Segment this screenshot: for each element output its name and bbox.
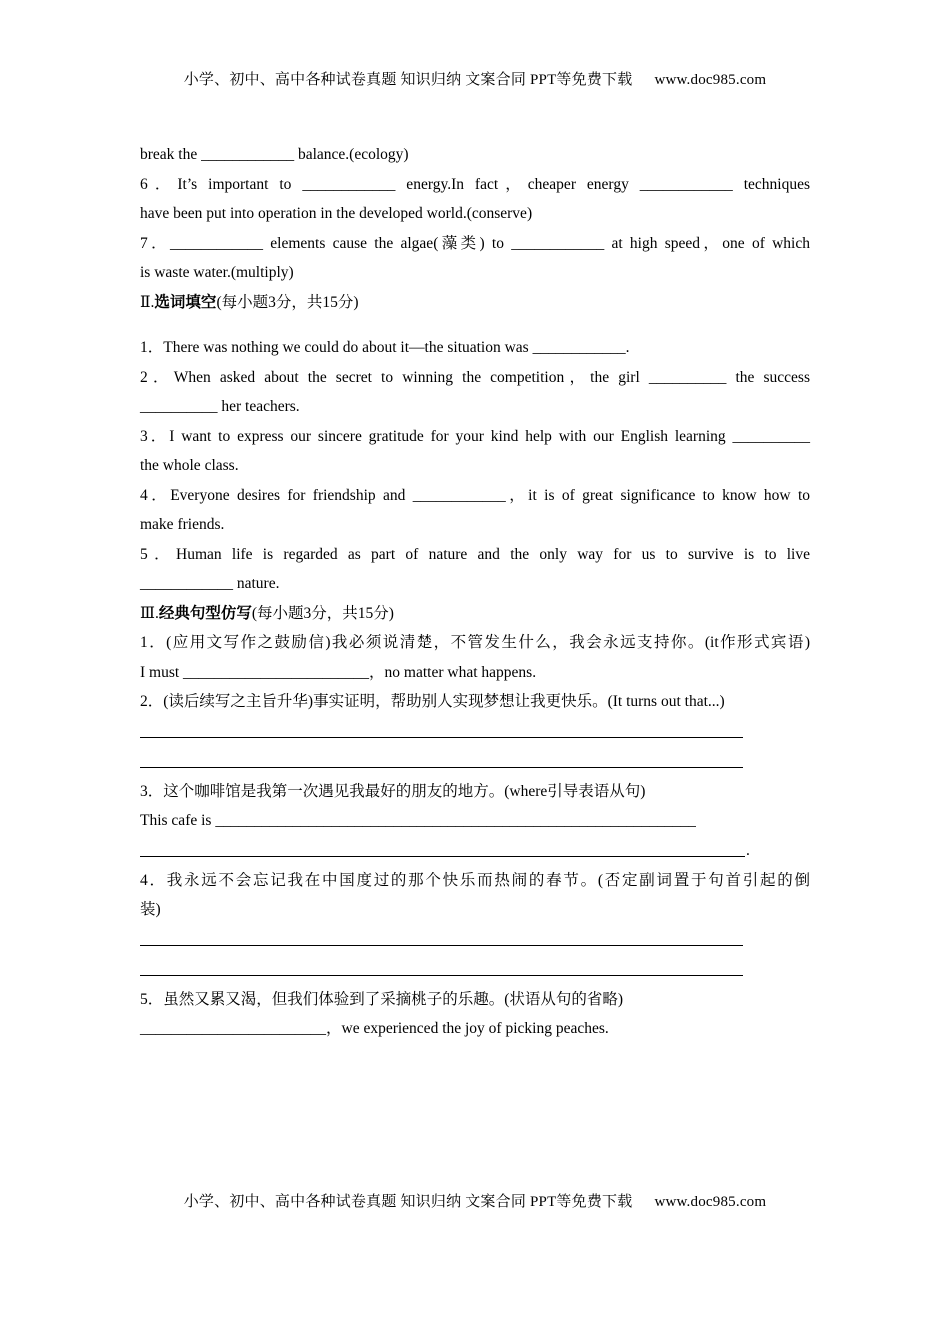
part2-q4-line1: 4．Everyone desires for friendship and ____________，it is of great significance to know how to <box>140 486 810 504</box>
part2-q5-line2: ____________ nature. <box>140 575 280 592</box>
part2-q2-line1: 2．When asked about the secret to winning the competition，the girl __________ the success <box>140 368 810 386</box>
part2-q3-line2: the whole class. <box>140 457 239 474</box>
part1-q7-line2: is waste water.(multiply) <box>140 264 294 281</box>
part3-q1-line2: I must ________________________，no matter what happens. <box>140 663 537 681</box>
part1-q6-line1: 6．It’s important to ____________ energy.In fact，cheaper energy ____________ techniques <box>140 175 810 193</box>
answer-line <box>140 925 810 955</box>
header-text: 小学、初中、高中各种试卷真题 知识归纳 文案合同 PPT等免费下载 <box>183 72 633 88</box>
answer-line <box>140 747 810 777</box>
document-body <box>140 140 810 1044</box>
part3-q4-line2: 装) <box>140 901 161 918</box>
footer-text: 小学、初中、高中各种试卷真题 知识归纳 文案合同 PPT等免费下载 <box>183 1194 633 1210</box>
part1-q7-line1: 7．____________ elements cause the algae(藻类) to ____________ at high speed，one of which <box>140 234 810 252</box>
part3-q3: 3．这个咖啡馆是我第一次遇见我最好的朋友的地方。(where引导表语从句) <box>140 782 646 800</box>
page-header <box>0 68 950 89</box>
header-site: www.doc985.com <box>654 72 767 88</box>
part2-q4-line2: make friends. <box>140 516 225 533</box>
part3-q3-line2: This cafe is ______________________________________________________________ <box>140 812 696 829</box>
part2-q2-line2: __________ her teachers. <box>140 398 300 415</box>
part3-q2: 2．(读后续写之主旨升华)事实证明，帮助别人实现梦想让我更快乐。(It turns out that...) <box>140 693 725 710</box>
part3-q4-line1: 4．我永远不会忘记我在中国度过的那个快乐而热闹的春节。(否定副词置于句首引起的倒 <box>140 871 810 889</box>
part3-q5: 5．虽然又累又渴，但我们体验到了采摘桃子的乐趣。(状语从句的省略) <box>140 990 624 1008</box>
answer-line: . <box>140 836 810 866</box>
page-footer <box>0 1190 950 1211</box>
part2-q5-line1: 5．Human life is regarded as part of nature and the only way for us to survive is to live <box>140 545 810 563</box>
footer-site: www.doc985.com <box>654 1194 767 1210</box>
answer-line <box>140 955 810 985</box>
part1-line: break the ____________ balance.(ecology) <box>140 146 409 163</box>
part3-q1-line1: 1．(应用文写作之鼓励信)我必须说清楚，不管发生什么，我会永远支持你。(it作形式宾语) <box>140 634 810 651</box>
section-3-title: Ⅲ.经典句型仿写(每小题3分，共15分) <box>140 604 394 622</box>
part3-q5-line2: ________________________，we experienced the joy of picking peaches. <box>140 1020 609 1037</box>
part2-q1: 1．There was nothing we could do about it—the situation was ____________. <box>140 339 630 356</box>
section-2-title: Ⅱ.选词填空(每小题3分，共15分) <box>140 293 359 311</box>
part1-q6-line2: have been put into operation in the developed world.(conserve) <box>140 205 533 222</box>
part2-q3-line1: 3．I want to express our sincere gratitude for your kind help with our English learning __________ <box>140 427 810 445</box>
answer-line <box>140 717 810 747</box>
